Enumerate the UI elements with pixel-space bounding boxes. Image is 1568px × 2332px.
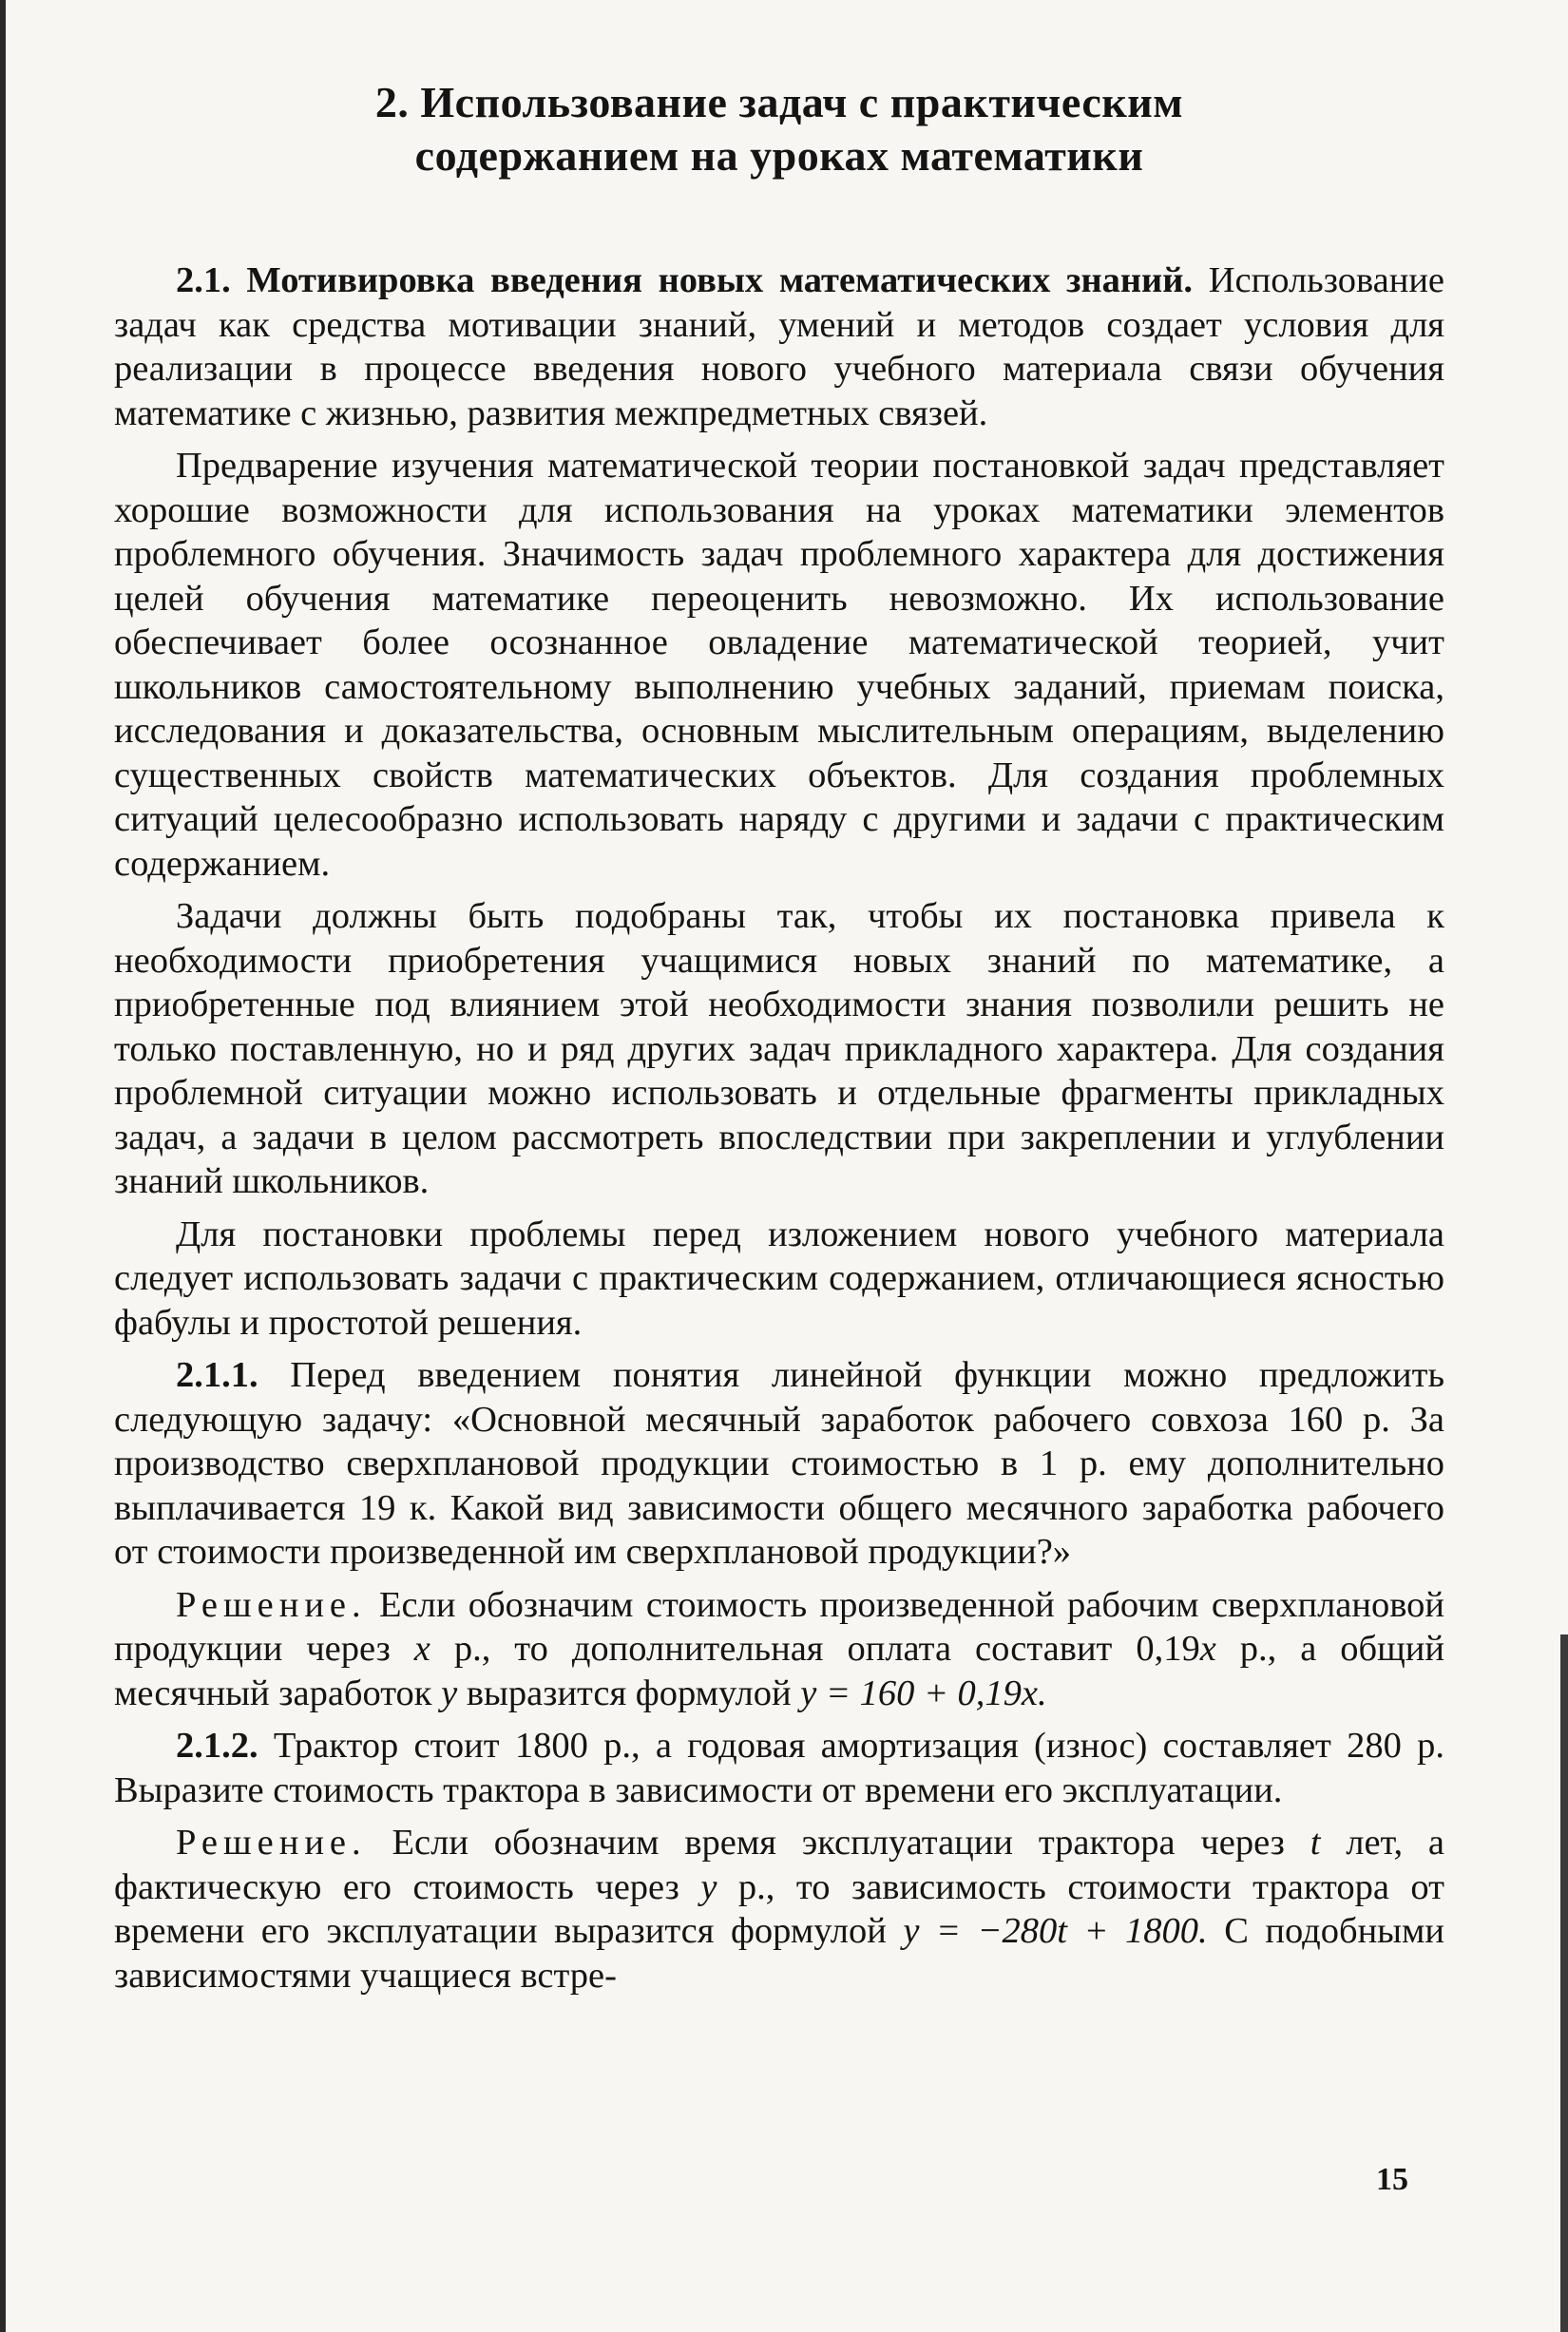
solution-2-1-2-text-c: р., то зависимость стоимости трактора от времени его эксплуатации выразится формулой [114,1866,1444,1951]
solution-2-1-2-text-a: Если обозначим время эксплуатации трактора через [392,1823,1285,1863]
section-intro-paragraph [114,258,1444,435]
solution-2-1-1-text-a: Если обозначим стоимость произведенной рабочим сверхплановой продукции через [114,1584,1445,1669]
variable-y: y [441,1673,458,1713]
solution-2-1-1-text-d: выразится формулой [466,1673,792,1713]
problem-2-1-2-number: 2.1.2. [176,1726,258,1766]
solution-2-1-2-text-b: лет, а фактическую его стоимость через [114,1823,1445,1907]
page-number: 15 [1376,2162,1408,2197]
problem-2-1-1 [114,1353,1444,1575]
solution-2-1-1 [114,1583,1444,1716]
paragraph-4: Для постановки проблемы перед изложением нового учебного материала следует использовать задачи с практическим содержанием, отличающиеся ясностью фабулы и простотой решения. [114,1214,1444,1343]
solution-2-1-1-text-c: р., а общий месячный заработок [114,1629,1444,1713]
scan-edge-right [1560,1634,1568,2332]
formula-2-1-2: y = −280t + 1800. [903,1911,1208,1951]
formula-2-1-1: y = 160 + 0,19x. [800,1673,1047,1713]
scan-edge-left [0,0,6,2332]
section-intro-text: Использование задач как средства мотивации знаний, умений и методов создает условия для реализации в процессе введения нового учебного материала связи обучения математике с жизнью, развития межпредметных связей. [114,260,1445,433]
paragraph-3: Задачи должны быть подобраны так, чтобы их постановка привела к необходимости приобретения учащимися новых знаний по математике, а приобретенные под влиянием этой необходимости знания позволили решить не только поставленную, но и ряд других задач прикладного характера. Для создания проблемной ситуации можно использовать и отдельные фрагменты прикладных задач, а задачи в целом рассмотреть впоследствии при закреплении и углублении знаний школьников. [114,896,1444,1201]
problem-2-1-2-text: Трактор стоит 1800 р., а годовая амортизация (износ) составляет 280 р. Выразите стоимость трактора в зависимости от времени его эксплуатации. [114,1726,1444,1810]
solution-2-1-1-text-b: р., то дополнительная оплата составит 0,19 [453,1629,1200,1669]
problem-2-1-1-number: 2.1.1. [176,1355,258,1395]
chapter-heading [114,76,1444,182]
solution-2-1-2-label: Решение. [176,1823,367,1863]
chapter-heading-line-2: содержанием на уроках математики [414,131,1144,180]
problem-2-1-2 [114,1724,1444,1812]
variable-t: t [1310,1823,1321,1863]
problem-2-1-1-text: Перед введением понятия линейной функции можно предложить следующую задачу: «Основной месячный заработок рабочего совхоза 160 р. За производство сверхплановой продукции стоимостью в 1 р. ему дополнительно выплачивается 19 к. Какой вид зависимости общего месячного заработка рабочего от стоимости произведенной им сверхплановой продукции?» [114,1355,1444,1572]
paragraph-2: Предварение изучения математической теории постановкой задач представляет хорошие возможности для использования на уроках математики элементов проблемного обучения. Значимость задач проблемного характера для достижения целей обучения математике переоценить невозможно. Их использование обеспечивает более осознанное овладение математической теорией, учит школьников самостоятельному выполнению учебных заданий, приемам поиска, исследования и доказательства, основным мыслительным операциям, выделению существенных свойств математических объектов. Для создания проблемных ситуаций целесообразно использовать наряду с другими и задачи с практическим содержанием. [114,446,1444,884]
variable-x-2: x [1199,1629,1216,1669]
solution-2-1-2-text-d: С подобными зависимостями учащиеся встре- [114,1911,1445,1996]
section-title: 2.1. Мотивировка введения новых математических знаний. [176,260,1194,300]
variable-x: x [413,1629,430,1669]
variable-y-2: y [700,1866,717,1907]
solution-2-1-1-label: Решение. [176,1584,367,1625]
solution-2-1-2 [114,1821,1444,1997]
chapter-heading-line-1: 2. Использование задач с практическим [374,78,1184,126]
book-page [114,76,1444,2290]
